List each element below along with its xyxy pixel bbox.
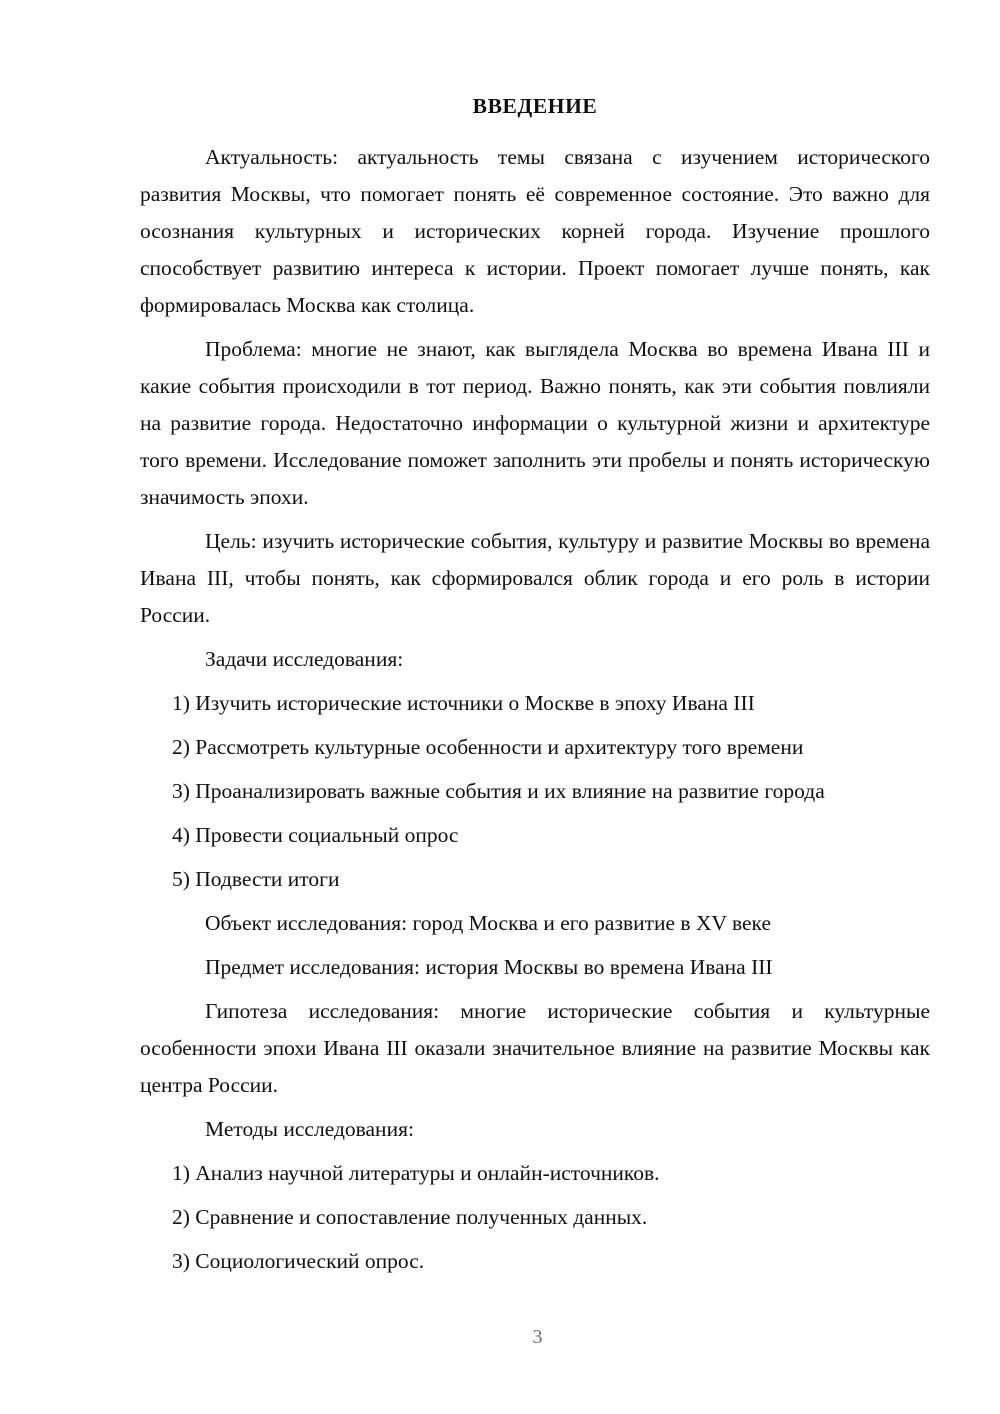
paragraph-subject: Предмет исследования: история Москвы во времена Ивана III	[205, 954, 773, 979]
list-item: 2) Сравнение и сопоставление полученных данных.	[172, 1204, 648, 1229]
tasks-heading: Задачи исследования:	[205, 646, 404, 671]
paragraph-goal: Цель: изучить исторические события, культуру и развитие Москвы во времена Ивана III, чтобы понять, как сформировался облик города и его роль в истории России.	[140, 528, 930, 627]
paragraph-hypothesis: Гипотеза исследования: многие исторические события и культурные особенности эпохи Ивана III оказали значительное влияние на развитие Москвы как центра России.	[140, 998, 930, 1097]
paragraph-relevance: Актуальность: актуальность темы связана с изучением исторического развития Москвы, что помогает понять её современное состояние. Это важно для осознания культурных и исторических корней города. Изучение прошлого способствует развитию интереса к истории. Проект помогает лучше понять, как формировалась Москва как столица.	[140, 144, 930, 317]
list-item: 1) Анализ научной литературы и онлайн-источников.	[172, 1160, 660, 1185]
list-item: 3) Социологический опрос.	[172, 1248, 425, 1273]
methods-heading: Методы исследования:	[205, 1116, 414, 1141]
page-title: ВВЕДЕНИЕ	[472, 94, 598, 118]
list-item: 3) Проанализировать важные события и их влияние на развитие города	[172, 778, 825, 803]
list-item: 1) Изучить исторические источники о Москве в эпоху Ивана III	[172, 690, 755, 715]
paragraph-problem: Проблема: многие не знают, как выглядела Москва во времена Ивана III и какие события происходили в тот период. Важно понять, как эти события повлияли на развитие города. Недостаточно информации о культурной жизни и архитектуре того времени. Исследование поможет заполнить эти пробелы и понять историческую значимость эпохи.	[140, 336, 930, 509]
page-number: 3	[532, 1326, 543, 1348]
list-item: 2) Рассмотреть культурные особенности и архитектуру того времени	[172, 734, 804, 759]
list-item: 5) Подвести итоги	[172, 866, 340, 891]
paragraph-object: Объект исследования: город Москва и его развитие в XV веке	[205, 910, 772, 935]
list-item: 4) Провести социальный опрос	[172, 822, 459, 847]
document-body	[140, 88, 930, 1287]
